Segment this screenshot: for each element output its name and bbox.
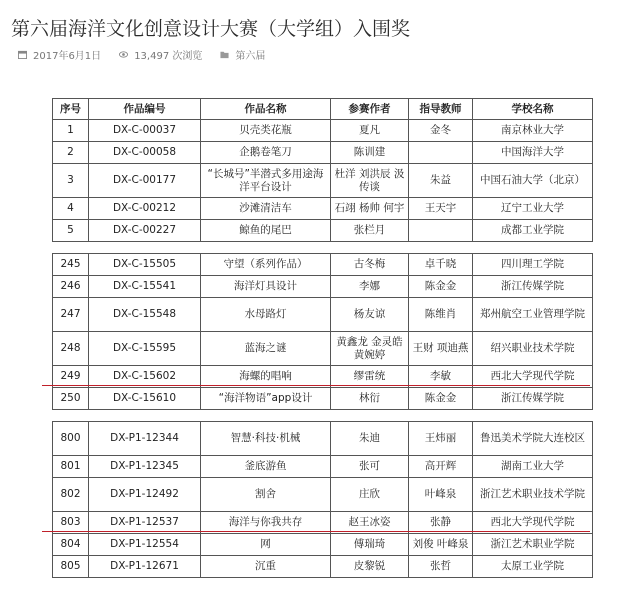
cell-school: 浙江艺术职业学院 (473, 534, 593, 556)
cell-no: 248 (53, 332, 89, 366)
folder-icon (220, 50, 229, 59)
cell-teacher: 高开辉 (409, 456, 473, 478)
cell-author: 赵王冰姿 (331, 512, 409, 534)
cell-no: 246 (53, 276, 89, 298)
category-link[interactable]: 第六届 (235, 51, 266, 62)
table-row (53, 254, 593, 276)
header-row (53, 99, 593, 120)
cell-code: DX-C-15505 (89, 254, 201, 276)
table-row (53, 388, 593, 410)
results-table (52, 98, 593, 578)
cell-author: 杜洋 刘洪辰 汲传谈 (331, 164, 409, 198)
cell-name: “海洋物语”app设计 (201, 388, 331, 410)
cell-teacher: 金冬 (409, 120, 473, 142)
group-separator (53, 242, 593, 254)
cell-author: 古冬梅 (331, 254, 409, 276)
cell-teacher: 卓千晓 (409, 254, 473, 276)
cell-no: 801 (53, 456, 89, 478)
table-row (53, 422, 593, 456)
cell-code: DX-P1-12345 (89, 456, 201, 478)
cell-school: 郑州航空工业管理学院 (473, 298, 593, 332)
cell-teacher (409, 220, 473, 242)
cell-name: “长城号”半潜式多用途海洋平台设计 (201, 164, 331, 198)
cell-author: 黄鑫龙 金灵皓 黄婉婷 (331, 332, 409, 366)
cell-code: DX-C-00227 (89, 220, 201, 242)
eye-icon (119, 50, 128, 59)
highlight-underline (42, 385, 590, 386)
table-row (53, 220, 593, 242)
cell-no: 804 (53, 534, 89, 556)
cell-name: 割舍 (201, 478, 331, 512)
view-count: 13,497 次浏览 (134, 51, 203, 62)
cell-author: 庄欣 (331, 478, 409, 512)
calendar-icon (18, 50, 27, 59)
cell-teacher: 陈金金 (409, 388, 473, 410)
highlight-underline (42, 531, 590, 532)
cell-school: 浙江传媒学院 (473, 276, 593, 298)
table-row (53, 478, 593, 512)
cell-code: DX-P1-12492 (89, 478, 201, 512)
cell-school: 太原工业学院 (473, 556, 593, 578)
cell-author: 张栏月 (331, 220, 409, 242)
header-cell: 作品编号 (89, 99, 201, 120)
cell-code: DX-P1-12344 (89, 422, 201, 456)
cell-name: 鲸鱼的尾巴 (201, 220, 331, 242)
cell-teacher (409, 142, 473, 164)
cell-author: 皮黎锐 (331, 556, 409, 578)
cell-name: 守望（系列作品） (201, 254, 331, 276)
cell-author: 张可 (331, 456, 409, 478)
cell-school: 南京林业大学 (473, 120, 593, 142)
cell-name: 网 (201, 534, 331, 556)
cell-author: 缪雷统 (331, 366, 409, 388)
cell-no: 3 (53, 164, 89, 198)
cell-no: 247 (53, 298, 89, 332)
cell-code: DX-P1-12537 (89, 512, 201, 534)
table-row (53, 198, 593, 220)
cell-school: 绍兴职业技术学院 (473, 332, 593, 366)
table-row (53, 556, 593, 578)
cell-author: 李娜 (331, 276, 409, 298)
cell-name: 贝壳类花瓶 (201, 120, 331, 142)
cell-teacher: 刘俊 叶峰泉 (409, 534, 473, 556)
cell-no: 5 (53, 220, 89, 242)
cell-author: 林衍 (331, 388, 409, 410)
cell-name: 海螺的唱响 (201, 366, 331, 388)
cell-no: 803 (53, 512, 89, 534)
cell-teacher: 陈维肖 (409, 298, 473, 332)
cell-name: 企鹅卷笔刀 (201, 142, 331, 164)
cell-teacher: 张哲 (409, 556, 473, 578)
cell-author: 傅瑞琦 (331, 534, 409, 556)
cell-no: 805 (53, 556, 89, 578)
header-cell: 指导教师 (409, 99, 473, 120)
cell-code: DX-C-15541 (89, 276, 201, 298)
cell-no: 245 (53, 254, 89, 276)
cell-teacher: 李敏 (409, 366, 473, 388)
cell-code: DX-C-15595 (89, 332, 201, 366)
cell-teacher: 张静 (409, 512, 473, 534)
cell-school: 浙江艺术职业技术学院 (473, 478, 593, 512)
header-cell: 参赛作者 (331, 99, 409, 120)
cell-school: 鲁迅美术学院大连校区 (473, 422, 593, 456)
cell-author: 陈训建 (331, 142, 409, 164)
cell-teacher: 王炜丽 (409, 422, 473, 456)
cell-name: 沙滩清洁车 (201, 198, 331, 220)
table-row (53, 534, 593, 556)
cell-teacher: 王天宇 (409, 198, 473, 220)
cell-school: 成都工业学院 (473, 220, 593, 242)
cell-name: 智慧·科技·机械 (201, 422, 331, 456)
post-meta (18, 47, 265, 62)
cell-teacher: 朱益 (409, 164, 473, 198)
cell-teacher: 陈金金 (409, 276, 473, 298)
cell-no: 1 (53, 120, 89, 142)
cell-name: 水母路灯 (201, 298, 331, 332)
cell-code: DX-C-00037 (89, 120, 201, 142)
cell-no: 249 (53, 366, 89, 388)
cell-school: 西北大学现代学院 (473, 366, 593, 388)
cell-code: DX-C-15602 (89, 366, 201, 388)
cell-school: 四川理工学院 (473, 254, 593, 276)
cell-name: 海洋与你我共存 (201, 512, 331, 534)
header-cell: 作品名称 (201, 99, 331, 120)
post-date: 2017年6月1日 (33, 51, 102, 62)
cell-name: 蓝海之谜 (201, 332, 331, 366)
cell-no: 802 (53, 478, 89, 512)
cell-author: 夏凡 (331, 120, 409, 142)
table-row (53, 142, 593, 164)
table-row (53, 120, 593, 142)
cell-name: 沉重 (201, 556, 331, 578)
cell-code: DX-C-15610 (89, 388, 201, 410)
header-cell: 序号 (53, 99, 89, 120)
cell-author: 朱迪 (331, 422, 409, 456)
cell-teacher: 王财 项迪燕 (409, 332, 473, 366)
separator-cell (53, 410, 593, 422)
group-separator (53, 410, 593, 422)
cell-school: 中国海洋大学 (473, 142, 593, 164)
cell-school: 西北大学现代学院 (473, 512, 593, 534)
cell-name: 海洋灯具设计 (201, 276, 331, 298)
cell-teacher: 叶峰泉 (409, 478, 473, 512)
table-row (53, 456, 593, 478)
cell-school: 辽宁工业大学 (473, 198, 593, 220)
table-row (53, 298, 593, 332)
header-cell: 学校名称 (473, 99, 593, 120)
cell-code: DX-P1-12554 (89, 534, 201, 556)
cell-code: DX-C-00212 (89, 198, 201, 220)
cell-school: 浙江传媒学院 (473, 388, 593, 410)
cell-author: 杨友谅 (331, 298, 409, 332)
cell-school: 湖南工业大学 (473, 456, 593, 478)
results-sheet (52, 98, 592, 578)
page-title: 第六届海洋文化创意设计大赛（大学组）入围奖 (11, 18, 411, 40)
cell-author: 石翊 杨帅 何宇 (331, 198, 409, 220)
cell-no: 4 (53, 198, 89, 220)
cell-code: DX-C-15548 (89, 298, 201, 332)
table-row (53, 332, 593, 366)
cell-name: 釜底游鱼 (201, 456, 331, 478)
cell-code: DX-C-00058 (89, 142, 201, 164)
table-row (53, 276, 593, 298)
cell-code: DX-P1-12671 (89, 556, 201, 578)
separator-cell (53, 242, 593, 254)
cell-no: 2 (53, 142, 89, 164)
cell-no: 250 (53, 388, 89, 410)
cell-school: 中国石油大学（北京） (473, 164, 593, 198)
table-row (53, 164, 593, 198)
cell-code: DX-C-00177 (89, 164, 201, 198)
cell-no: 800 (53, 422, 89, 456)
